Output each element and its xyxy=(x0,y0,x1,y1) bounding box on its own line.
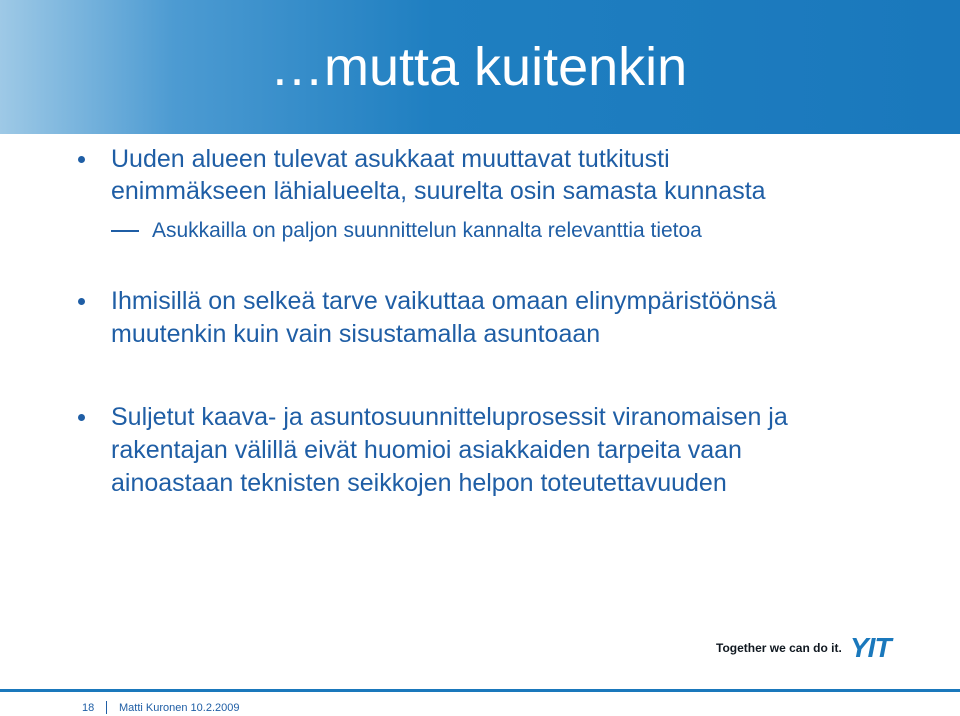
author-date: Matti Kuronen 10.2.2009 xyxy=(119,702,240,714)
slide-title: …mutta kuitenkin xyxy=(270,37,688,97)
footer-divider xyxy=(0,689,960,692)
sub-bullet-1: Asukkailla on paljon suunnittelun kannalta relevanttia tietoa xyxy=(152,219,702,242)
footer xyxy=(0,700,960,716)
sub-bullet-dash xyxy=(111,230,139,232)
bullet-1-line-2: enimmäkseen lähialueelta, suurelta osin samasta kunnasta xyxy=(111,177,766,205)
bullet-dot xyxy=(78,414,85,421)
bullet-dot xyxy=(78,298,85,305)
bullet-1-line-1: Uuden alueen tulevat asukkaat muuttavat tutkitusti xyxy=(111,145,670,173)
footer-separator xyxy=(106,701,107,714)
yit-logo xyxy=(850,633,936,661)
bullet-3-line-1: Suljetut kaava- ja asuntosuunnitteluprosessit viranomaisen ja xyxy=(111,403,788,431)
bullet-dot xyxy=(78,156,85,163)
page-number: 18 xyxy=(82,702,95,714)
yit-logo-text: YIT xyxy=(850,633,891,661)
bullet-3-line-3: ainoastaan teknisten seikkojen helpon toteutettavuuden xyxy=(111,469,727,497)
bullet-2-line-1: Ihmisillä on selkeä tarve vaikuttaa omaan elinympäristöönsä xyxy=(111,287,777,315)
bullet-2-line-2: muutenkin kuin vain sisustamalla asuntoaan xyxy=(111,320,601,348)
company-slogan: Together we can do it. xyxy=(716,641,842,655)
bullet-3-line-2: rakentajan välillä eivät huomioi asiakkaiden tarpeita vaan xyxy=(111,436,742,464)
